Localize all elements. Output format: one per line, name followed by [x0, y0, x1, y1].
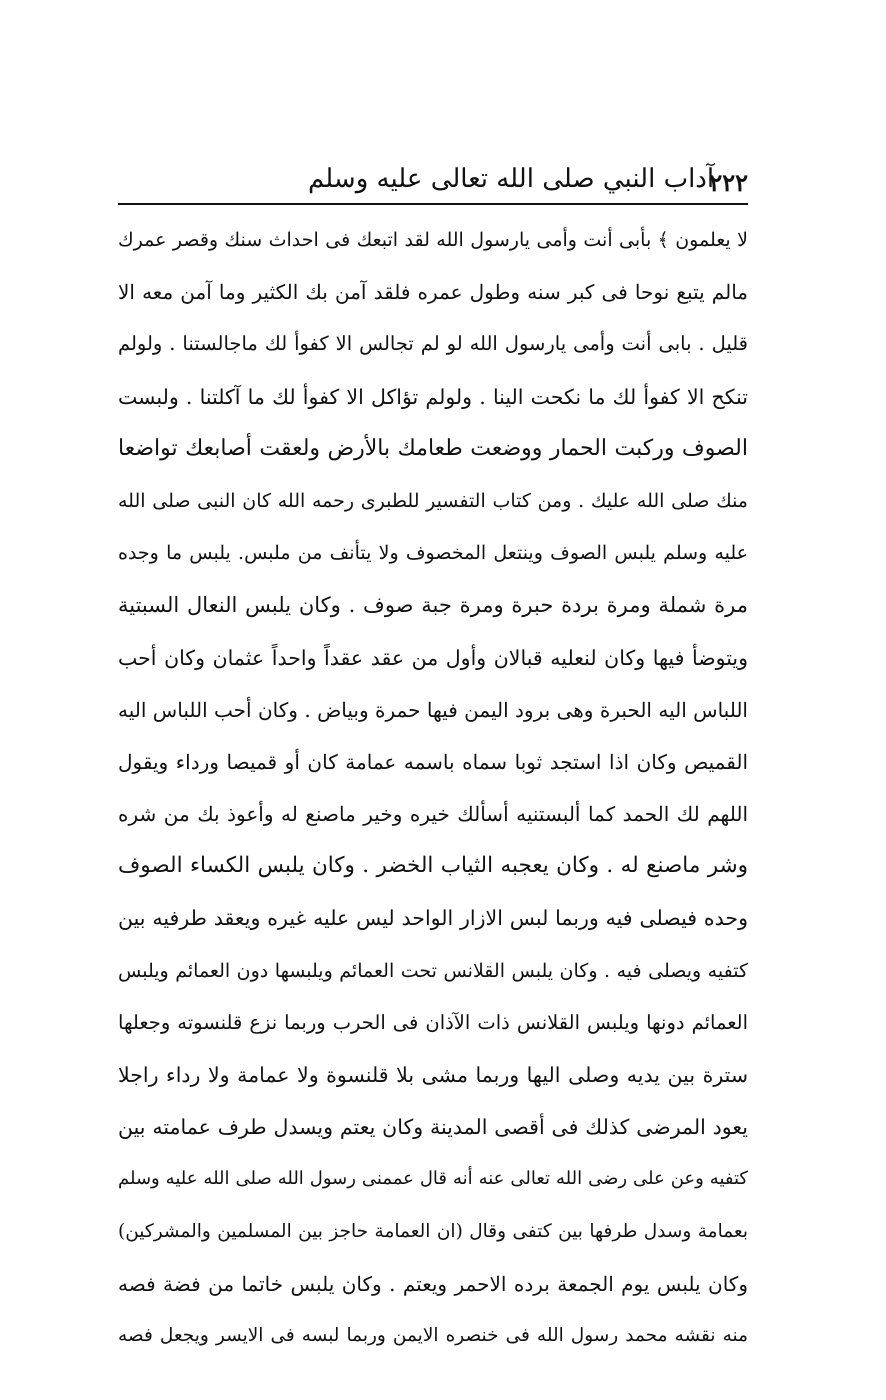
text-line: قليل . بابى أنت وأمى يارسول الله لو لم تجالس الا كفوأ لك ماجالستنا . ولولم	[118, 332, 748, 356]
book-page	[118, 160, 748, 1346]
page-number: ٢٢٢	[709, 168, 748, 197]
text-line: القميص وكان اذا استجد ثوبا سماه باسمه عمامة كان أو قميصا ورداء ويقول	[118, 749, 748, 774]
page-header	[118, 160, 748, 206]
text-line: منه نقشه محمد رسول الله فى خنصره الايمن وربما لبسه فى الايسر ويجعل فصه	[118, 1324, 748, 1346]
text-line: عليه وسلم يلبس الصوف وينتعل المخصوف ولا يتأنف من ملبس. يلبس ما وجده	[118, 542, 748, 565]
text-line: مرة شملة ومرة بردة حبرة ومرة جبة صوف . وكان يلبس النعال السبتية	[118, 593, 748, 618]
text-line: وحده فيصلى فيه وربما لبس الازار الواحد ليس عليه غيره ويعقد طرفيه بين	[118, 906, 748, 931]
text-line: وكان يلبس يوم الجمعة برده الاحمر ويعتم . وكان يلبس خاتما من فضة فصه	[118, 1271, 748, 1296]
text-line: تنكح الا كفوأ لك ما نكحت الينا . ولولم تؤاكل الا كفوأ لك ما آكلتنا . ولبست	[118, 384, 748, 409]
text-line: العمائم دونها ويلبس القلانس ذات الآذان فى الحرب وربما نزع قلنسوته وجعلها	[118, 1010, 748, 1034]
text-line: يعود المرضى كذلك فى أقصى المدينة وكان يعتم ويسدل طرف عمامته بين	[118, 1115, 748, 1140]
text-line: اللهم لك الحمد كما ألبستنيه أسألك خيره وخير ماصنع له وأعوذ بك من شره	[118, 802, 748, 827]
running-title: آداب النبي صلى الله تعالى عليه وسلم	[308, 164, 715, 194]
text-line: لا يعلمون ﴾ بأبى أنت وأمى يارسول الله لقد اتبعك فى احداث سنك وقصر عمرك	[118, 229, 748, 251]
text-line: اللباس اليه الحبرة وهى برود اليمن فيها حمرة وبياض . وكان أحب اللباس اليه	[118, 697, 748, 722]
text-line: الصوف وركبت الحمار ووضعت طعامك بالأرض ولعقت أصابعك تواضعا	[118, 435, 748, 461]
text-line: كتفيه ويصلى فيه . وكان يلبس القلانس تحت العمائم ويلبسها دون العمائم ويلبس	[118, 959, 748, 982]
header-rule	[118, 203, 748, 205]
text-line: كتفيه وعن على رضى الله تعالى عنه أنه قال عممنى رسول الله صلى الله عليه وسلم	[118, 1168, 748, 1190]
text-line: مالم يتبع نوحا فى كبر سنه وطول عمره فلقد آمن بك الكثير وما آمن معه الا	[118, 280, 748, 305]
text-line: بعمامة وسدل طرفها بين كتفى وقال (ان العمامة حاجز بين المسلمين والمشركين)	[118, 1220, 748, 1242]
text-line: ويتوضأ فيها وكان لنعليه قبالان وأول من عقد عقداً واحداً عثمان وكان أحب	[118, 645, 748, 670]
text-line: سترة بين يديه وصلى اليها وربما مشى بلا قلنسوة ولا عمامة ولا رداء راجلا	[118, 1063, 748, 1087]
body-text	[118, 214, 748, 1362]
text-line: وشر ماصنع له . وكان يعجبه الثياب الخضر . وكان يلبس الكساء الصوف	[118, 853, 748, 879]
text-line: منك صلى الله عليك . ومن كتاب التفسير للطبرى رحمه الله كان النبى صلى الله	[118, 489, 748, 512]
